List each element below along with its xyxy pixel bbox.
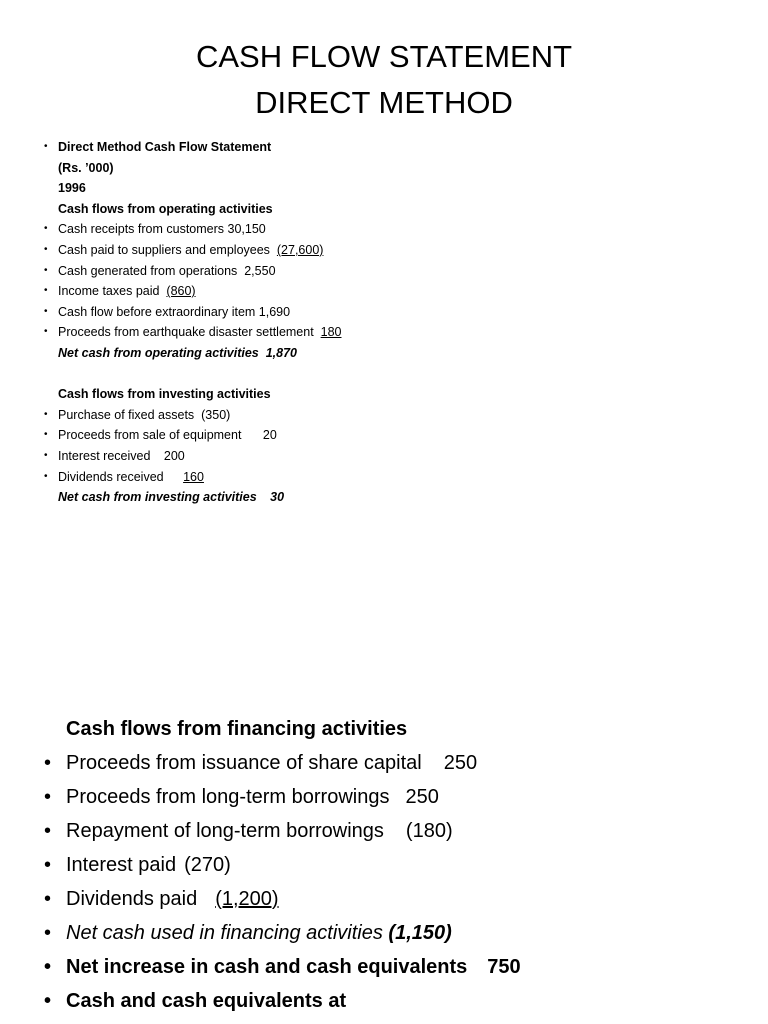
- list-item: [44, 384, 744, 405]
- list-item: [44, 950, 744, 984]
- list-item: [44, 281, 744, 302]
- item-value: 20: [262, 428, 277, 443]
- item-label: Dividends paid: [66, 888, 198, 910]
- item-label: Interest received: [58, 448, 151, 463]
- item-label: Purchase of fixed assets: [58, 407, 195, 422]
- list-item: [44, 780, 744, 814]
- list-item: [44, 712, 744, 746]
- item-label: Cash paid to suppliers and employees: [58, 242, 270, 257]
- list-item: [44, 746, 744, 780]
- financing-section: [44, 712, 744, 1018]
- spacer: [44, 364, 744, 385]
- item-value: 250: [405, 786, 439, 808]
- list-item: [44, 158, 744, 179]
- item-value: (860): [166, 284, 196, 299]
- list-item: [44, 199, 744, 220]
- item-value: (180): [405, 820, 453, 842]
- item-value: (350): [201, 407, 231, 422]
- list-item: [44, 178, 744, 199]
- item-label: Cash receipts from customers: [58, 222, 225, 237]
- list-item: [44, 137, 744, 158]
- list-item: [44, 882, 744, 916]
- list-item: [44, 487, 744, 508]
- item-label: Proceeds from issuance of share capital: [66, 752, 422, 774]
- page-title: [0, 34, 768, 126]
- item-value: 160: [183, 469, 204, 484]
- net-value: (1,150): [388, 922, 452, 944]
- increase-label: Net increase in cash and cash equivalents: [66, 956, 468, 978]
- item-value: 30,150: [227, 222, 266, 237]
- item-label: Cash generated from operations: [58, 263, 238, 278]
- item-label: Interest paid: [66, 854, 177, 876]
- item-label: Income taxes paid: [58, 284, 160, 299]
- item-value: (27,600): [276, 242, 324, 257]
- year-label: 1996: [58, 181, 86, 196]
- list-item: [44, 261, 744, 282]
- item-label: Cash flow before extraordinary item: [58, 304, 256, 319]
- list-item: [44, 814, 744, 848]
- item-label: Proceeds from long-term borrowings: [66, 786, 390, 808]
- operating-investing-section: [44, 137, 744, 508]
- list-item: [44, 240, 744, 261]
- list-item: [44, 343, 744, 364]
- net-label: Net cash used in financing activities: [66, 922, 383, 944]
- net-value: 30: [270, 490, 285, 505]
- investing-heading: Cash flows from investing activities: [58, 387, 271, 402]
- list-item: [44, 405, 744, 426]
- list-item: [44, 425, 744, 446]
- statement-heading: Direct Method Cash Flow Statement: [58, 140, 272, 154]
- title-line-2: DIRECT METHOD: [255, 85, 513, 120]
- item-label: Dividends received: [58, 469, 164, 484]
- cash-at-label: Cash and cash equivalents at: [66, 990, 347, 1012]
- item-label: Repayment of long-term borrowings: [66, 820, 384, 842]
- item-value: (270): [184, 854, 231, 876]
- item-label: Proceeds from sale of equipment: [58, 428, 242, 443]
- list-item: [44, 322, 744, 343]
- title-line-1: CASH FLOW STATEMENT: [195, 39, 573, 74]
- item-value: 1,690: [258, 304, 291, 319]
- item-value: 180: [320, 325, 342, 340]
- list-item: [44, 446, 744, 467]
- net-label: Net cash from operating activities: [58, 345, 259, 360]
- list-item: [44, 916, 744, 950]
- operating-heading: Cash flows from operating activities: [58, 201, 273, 216]
- item-value: 2,550: [244, 263, 276, 278]
- net-value: 1,870: [265, 345, 297, 360]
- list-item: [44, 984, 744, 1018]
- net-label: Net cash from investing activities: [58, 490, 257, 505]
- item-value: 200: [163, 448, 185, 463]
- item-value: 250: [443, 752, 478, 774]
- list-item: [44, 219, 744, 240]
- units-label: (Rs. ’000): [58, 160, 114, 175]
- list-item: [44, 467, 744, 488]
- financing-heading: Cash flows from financing activities: [66, 718, 408, 740]
- list-item: [44, 848, 744, 882]
- item-label: Proceeds from earthquake disaster settlement: [58, 325, 314, 340]
- item-value: (1,200): [215, 888, 279, 910]
- increase-value: 750: [487, 956, 521, 978]
- list-item: [44, 302, 744, 323]
